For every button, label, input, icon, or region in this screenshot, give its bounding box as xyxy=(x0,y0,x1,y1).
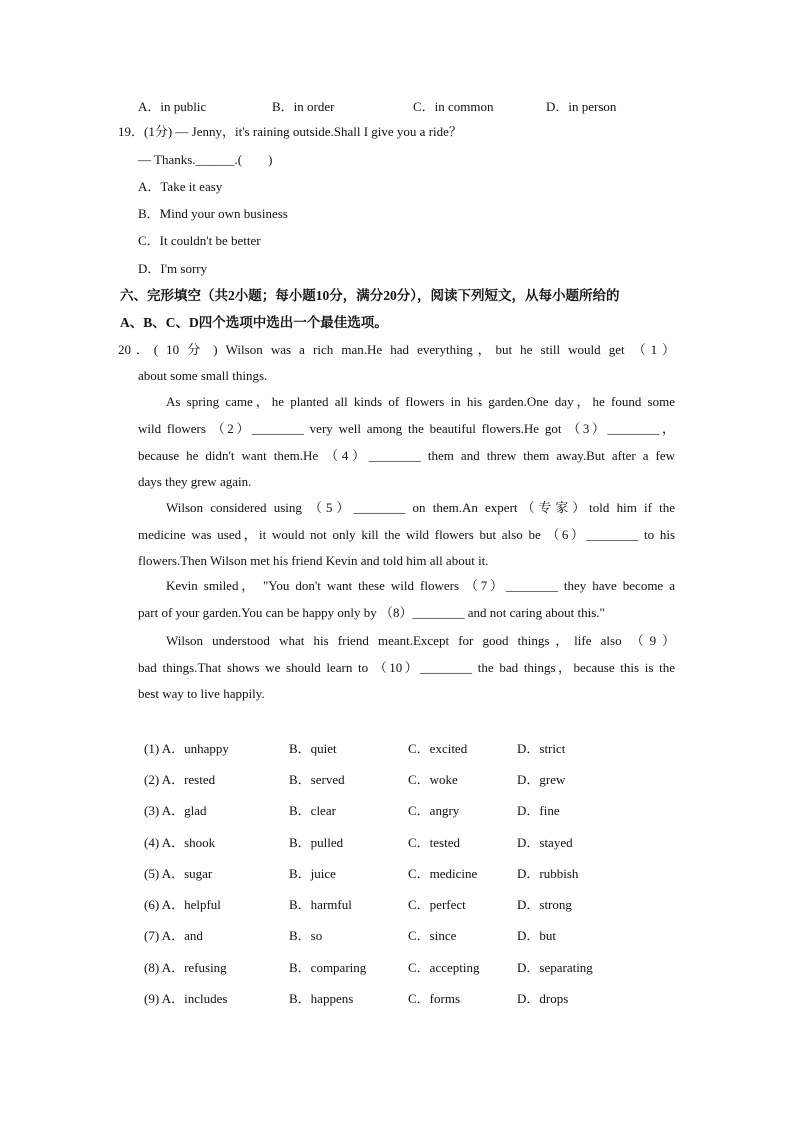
option-a: (1) A．unhappy xyxy=(144,741,229,756)
q20-options-row-9 xyxy=(144,988,664,1008)
q20-line-10: Kevin smiled， "You don't want these wild flowers （7）________ they have become a xyxy=(166,578,675,593)
option-b: B．juice xyxy=(289,866,336,881)
option-b: B．served xyxy=(289,772,345,787)
q20-line-4: wild flowers （2）________ very well among the beautiful flowers.He got （3）________， xyxy=(138,421,675,436)
q20-line-7: Wilson considered using （5）________ on them.An expert（专家）told him if the xyxy=(166,500,675,515)
option-c: C．excited xyxy=(408,741,468,756)
section6-heading-line2: A、B、C、D四个选项中选出一个最佳选项。 xyxy=(120,315,388,330)
q20-options-row-6 xyxy=(144,894,664,914)
option-a: (3) A．glad xyxy=(144,803,207,818)
q18-option-a: A．in public xyxy=(138,99,207,114)
option-a: (5) A．sugar xyxy=(144,866,213,881)
q18-option-d: D．in person xyxy=(546,99,617,114)
q19-reply: — Thanks.______.( ) xyxy=(138,152,273,167)
option-c: C．tested xyxy=(408,835,460,850)
option-c: C．woke xyxy=(408,772,458,787)
q18-option-c: C．in common xyxy=(413,99,494,114)
option-a: (8) A．refusing xyxy=(144,960,227,975)
q20-line-11: part of your garden.You can be happy only by （8）________ and not caring about this." xyxy=(138,605,605,620)
option-a: (6) A．helpful xyxy=(144,897,221,912)
option-d: D．but xyxy=(517,928,557,943)
option-a: (7) A．and xyxy=(144,928,203,943)
q19-option-b: B．Mind your own business xyxy=(138,206,288,221)
q19-stem: 19．(1分) — Jenny，it's raining outside.Shall I give you a ride？ xyxy=(118,124,462,139)
q20-options-row-2 xyxy=(144,769,664,789)
q20-line-9: flowers.Then Wilson met his friend Kevin and told him all about it. xyxy=(138,553,489,568)
option-d: D．rubbish xyxy=(517,866,579,881)
q20-options-row-8 xyxy=(144,957,664,977)
option-d: D．stayed xyxy=(517,835,573,850)
option-b: B．so xyxy=(289,928,323,943)
option-c: C．forms xyxy=(408,991,461,1006)
option-d: D．strong xyxy=(517,897,572,912)
q20-line-3: As spring came，he planted all kinds of flowers in his garden.One day，he found some xyxy=(166,394,675,409)
option-c: C．accepting xyxy=(408,960,480,975)
q20-line-14: best way to live happily. xyxy=(138,686,265,701)
q20-options-row-5 xyxy=(144,863,664,883)
option-d: D．fine xyxy=(517,803,560,818)
option-c: C．perfect xyxy=(408,897,466,912)
q20-options-row-1 xyxy=(144,738,664,758)
q20-line-6: days they grew again. xyxy=(138,474,252,489)
option-b: B．quiet xyxy=(289,741,337,756)
q20-line-12: Wilson understood what his friend meant.Except for good things，life also （9） xyxy=(166,633,675,648)
option-d: D．drops xyxy=(517,991,569,1006)
q20-line-13: bad things.That shows we should learn to （10）________ the bad things，because this is the xyxy=(138,660,675,675)
option-d: D．separating xyxy=(517,960,593,975)
option-d: D．grew xyxy=(517,772,566,787)
section6-heading-line1: 六、完形填空（共2小题；每小题10分，满分20分），阅读下列短文，从每小题所给的 xyxy=(120,288,620,303)
option-b: B．comparing xyxy=(289,960,367,975)
option-b: B．happens xyxy=(289,991,354,1006)
option-c: C．medicine xyxy=(408,866,478,881)
q18-option-b: B．in order xyxy=(272,99,335,114)
q20-options-row-7 xyxy=(144,925,664,945)
q20-line-1: 20．( 10 分 ) Wilson was a rich man.He had everything，but he still would get （1） xyxy=(118,342,675,357)
option-a: (2) A．rested xyxy=(144,772,216,787)
option-d: D．strict xyxy=(517,741,566,756)
option-b: B．harmful xyxy=(289,897,352,912)
option-c: C．since xyxy=(408,928,457,943)
q19-option-c: C．It couldn't be better xyxy=(138,233,261,248)
option-c: C．angry xyxy=(408,803,460,818)
q18-options xyxy=(138,96,698,116)
q19-option-d: D．I'm sorry xyxy=(138,261,208,276)
q20-line-2: about some small things. xyxy=(138,368,268,383)
option-a: (9) A．includes xyxy=(144,991,228,1006)
q20-options-row-4 xyxy=(144,832,664,852)
q20-line-5: because he didn't want them.He （4）________ them and threw them away.But after a few xyxy=(138,448,675,463)
q20-line-8: medicine was used，it would not only kill the wild flowers but also be （6）________ to his xyxy=(138,527,675,542)
q19-option-a: A．Take it easy xyxy=(138,179,223,194)
option-b: B．pulled xyxy=(289,835,344,850)
option-a: (4) A．shook xyxy=(144,835,216,850)
option-b: B．clear xyxy=(289,803,336,818)
q20-options-row-3 xyxy=(144,800,664,820)
